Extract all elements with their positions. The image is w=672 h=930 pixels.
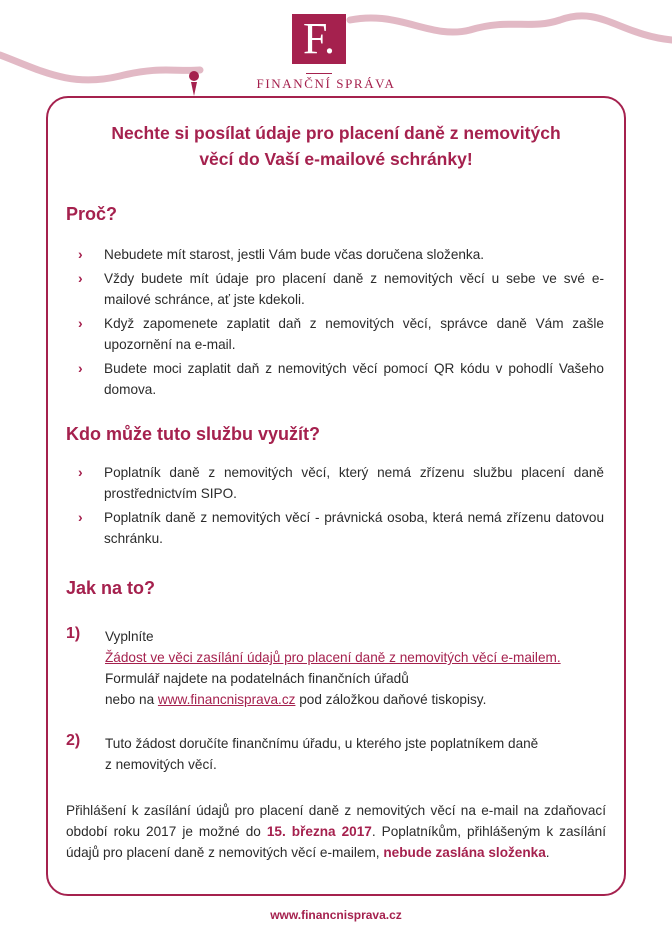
step-1-website-line (105, 689, 561, 710)
step-1-website-prefix: nebo na (105, 692, 158, 707)
step-number-1: 1) (66, 625, 81, 642)
list-item (78, 507, 604, 549)
list-item-text: Budete moci zaplatit daň z nemovitých věcí pomocí QR kódu v pohodlí Vašeho domova. (104, 361, 604, 397)
note-part-3: . (545, 845, 550, 860)
headline-line-1: Nechte si posílat údaje pro placení daně z nemovitých (111, 123, 561, 143)
note-part-1: Přihlášení k zasílání údajů pro placení daně z nemovitých věcí na e-mail na zdaňovací období roku 2017 je možné do (66, 803, 606, 839)
list-item (78, 244, 604, 265)
list-item (78, 358, 604, 400)
list-item-text: Poplatník daně z nemovitých věcí, který nemá zřízenu službu placení daně prostřednictvím SIPO. (104, 465, 604, 501)
chevron-right-icon: › (78, 315, 83, 331)
brand-name: FINANČNÍ SPRÁVA (256, 76, 396, 91)
list-item (78, 313, 604, 355)
step-1-text (105, 626, 561, 710)
chevron-right-icon: › (78, 270, 83, 286)
section-title-who: Kdo může tuto službu využít? (66, 424, 320, 444)
deadline-date: 15. března 2017 (266, 824, 372, 839)
website-link[interactable]: www.financnisprava.cz (157, 692, 296, 707)
step-1-form-location: Formulář najdete na podatelnách finančních úřadů (105, 671, 409, 686)
step-1-website-suffix: pod záložkou daňové tiskopisy. (295, 692, 487, 707)
list-item (78, 462, 604, 504)
section-title-how: Jak na to? (66, 578, 156, 598)
step-2-line-1: Tuto žádost doručíte finančnímu úřadu, u kterého jste poplatníkem daně (105, 736, 539, 751)
step-2-line-2: z nemovitých věcí. (105, 757, 217, 772)
chevron-right-icon: › (78, 464, 83, 480)
chevron-right-icon: › (78, 360, 83, 376)
chevron-right-icon: › (78, 246, 83, 262)
list-item (78, 268, 604, 310)
step-2-text (105, 733, 538, 775)
logo-mark: F. (292, 14, 346, 64)
list-item-text: Když zapomenete zaplatit daň z nemovitých věcí, správce daně Vám zašle upozornění na e-mail. (104, 316, 604, 352)
section-title-why: Proč? (66, 204, 118, 224)
no-slip-notice: nebude zaslána složenka (383, 845, 546, 860)
headline-line-2: věcí do Vaší e-mailové schránky! (199, 149, 473, 169)
list-item-text: Nebudete mít starost, jestli Vám bude včas doručena složenka. (104, 247, 485, 262)
list-item-text: Vždy budete mít údaje pro placení daně z nemovitých věcí u sebe ve své e-mailové schránce, ať jste kdekoli. (104, 271, 604, 307)
step-number-2: 2) (66, 732, 81, 749)
who-list (78, 462, 604, 552)
step-1-intro: Vyplníte (105, 629, 154, 644)
footer-website[interactable]: www.financnisprava.cz (270, 908, 402, 922)
form-request-link[interactable]: Žádost ve věci zasílání údajů pro placení daně z nemovitých věcí e-mailem. (105, 650, 561, 665)
why-list (78, 244, 604, 403)
headline (66, 120, 606, 172)
logo-divider (306, 73, 332, 74)
chevron-right-icon: › (78, 509, 83, 525)
registration-note (66, 800, 606, 863)
list-item-text: Poplatník daně z nemovitých věcí - právnická osoba, která nemá zřízenu datovou schránku. (104, 510, 604, 546)
note-part-2: . Poplatníkům, přihlášeným k zasílání údajů pro placení daně z nemovitých věcí e-mailem, (66, 824, 606, 860)
